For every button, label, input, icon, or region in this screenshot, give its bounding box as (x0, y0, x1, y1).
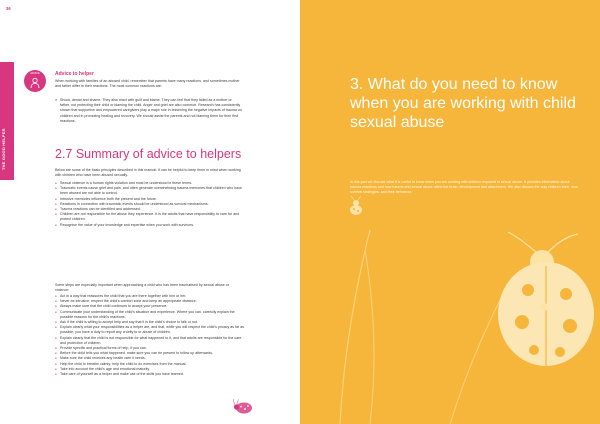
list-item: ● Act in a way that reassures the child that you are there together with him or her. (55, 294, 245, 299)
list-item: ● Explain clearly that the child is not responsible for what happened to it, and that adults are responsible for the care and protection of children. (55, 336, 245, 346)
principles-list (55, 181, 245, 228)
section-heading: 2.7 Summary of advice to helpers (55, 147, 242, 161)
right-page (300, 0, 600, 424)
list-item: ● Trauma reactions can be identified and addressed. (55, 207, 245, 212)
list-item: ● Sexual violence is a human rights violation and must be understood in these terms. (55, 181, 245, 186)
advice-title: Advice to helper (55, 71, 94, 77)
list-item: ● Communicate your understanding of the child's situation and experience. Where you can, carefully explain the possible reasons for the child's reactions. (55, 310, 245, 320)
steps-intro: Some steps are especially important when approaching a child who has been traumatised by sexual abuse or violence: (55, 283, 229, 293)
section-intro: Below are some of the basic principles described in this manual. It can be helpful to keep them in mind when working with children who have been abused sexually. (55, 168, 241, 178)
list-item: ● Help the child to breathe calmly; help the child to do exercises from the manual. (55, 362, 245, 367)
list-item: ● Intrusive memories influence both the present and the future. (55, 197, 245, 202)
list-item: ● Provide specific and practical forms of help, if you can. (55, 346, 245, 351)
person-icon (29, 77, 41, 89)
list-item: ● Always make sure that the child continues to accept your presence. (55, 304, 245, 309)
list-item: ● Make sure the child receives any health care it needs. (55, 356, 245, 361)
bullet-icon: ● (55, 98, 58, 102)
small-bug-illustration (346, 196, 366, 218)
steps-list (55, 294, 245, 377)
list-item: ● Recognise the value of your knowledge and expertise when you work with survivors. (55, 223, 245, 228)
ladybug-illustration (232, 398, 254, 414)
list-item: ● Children are not responsible for the abuse they experience. It is the adults that have responsibility to care for and protect children. (55, 212, 245, 222)
list-item: ● Explain clearly what your responsibilities as a helper are, and that, while you will respect the child's privacy as far as possible, you have a duty to report any cruelty to or abuse of children. (55, 325, 245, 335)
list-item: ● Take care of yourself as a helper and make use of the skills you have learned. (55, 372, 245, 377)
chapter-title: 3. What do you need to know when you are working with child sexual abuse (350, 76, 576, 131)
list-item: ● Before the child tells you what happened, make sure you can be present to follow up afterwards. (55, 351, 245, 356)
advice-bullet: Shock, denial and shame. They also react with guilt and blame. They can feel that they failed as a mother or father, not protecting their child or blaming the child. Anger and grief are also common. Research has consistently shown that supportive and empowered caregivers play a major role in lessening the negative impacts of trauma on children and in promoting healing and recovery. We should assist the parents and not blaming them for their first reactions. (60, 98, 242, 123)
advice-badge-label: ADVICE (30, 72, 40, 75)
list-item: ● Take into account the child's age and emotional maturity. (55, 367, 245, 372)
list-item: ● Ask if the child is willing to accept help and say that it is the child's choice to talk or not. (55, 320, 245, 325)
side-tab-label: THE GOOD HELPER (1, 128, 6, 170)
page-number: 36 (6, 6, 11, 11)
list-item: ● Traumatic events cause grief and pain, and often generate overwhelming trauma memories that children who have been abused are not able to control. (55, 186, 245, 196)
ladybug-illustration-large (478, 232, 600, 372)
chapter-intro: In this part we discuss what it is useful to know when you are working with children exposed to sexual abuse. It provides information about trauma reactions and how trauma and sexual abuse affect the brain, development and attachment. We also discuss the way children think, how survival strategies, and their behaviour. (350, 180, 578, 195)
advice-body: When working with families of an abused child, remember that parents have many reactions, and sometimes mother and father differ in their reactions. The most common reactions are: (55, 79, 240, 89)
list-item: ● Reactions in connection with traumatic events should be understood as survival mechanisms. (55, 202, 245, 207)
list-item: ● Never be intrusive; respect the child's comfort zone and keep an appropriate distance. (55, 299, 245, 304)
